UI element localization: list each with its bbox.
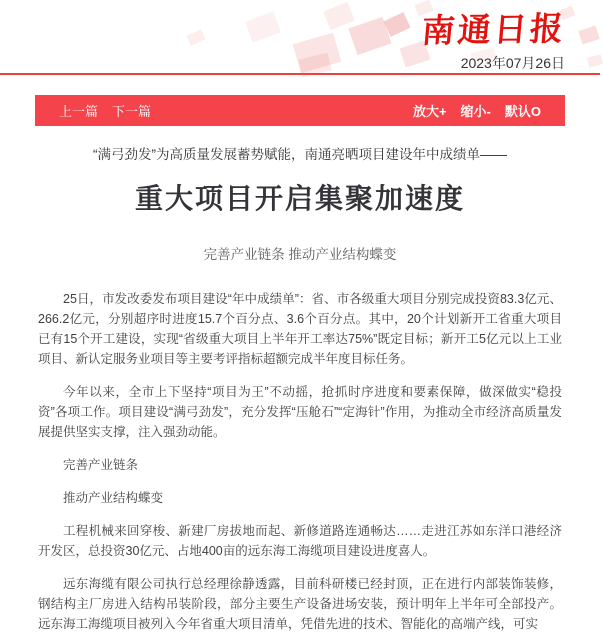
article-body [38,289,562,634]
masthead [0,0,600,75]
next-article-button[interactable]: 下一篇 [112,104,152,119]
banner-decoration [186,29,205,46]
banner-decoration [245,12,281,43]
article-title: 重大项目开启集聚加速度 [134,183,465,214]
paragraph: 今年以来，全市上下坚持“项目为王”不动摇，抢抓时序进度和要素保障，做深做实“稳投资”各项工作。项目建设“满弓劲发”，充分发挥“压舱石”“定海针”作用，为推动全市经济高质量发展提供坚实支撑，注入强劲动能。 [38,385,562,439]
font-zoom-in-button[interactable]: 放大+ [412,104,447,119]
paragraph: 25日，市发改委发布项目建设“年中成绩单”：省、市各级重大项目分别完成投资83.3亿元、266.2亿元，分别超序时进度15.7个百分点、3.6个百分点。其中，20个计划新开工省重大项目已有15个开工建设，实现“省级重大项目上半年开工率达75%”既定目标；新开工5亿元以上工业项目、新认定服务业项目等主要考评指标超额完成半年度目标任务。 [38,292,562,366]
article-deck: 完善产业链条 推动产业结构蝶变 [203,247,397,262]
issue-date: 2023年07月26日 [460,55,565,71]
section-subhead: 推动产业结构蝶变 [63,491,164,505]
banner-decoration [323,2,355,30]
section-subhead: 完善产业链条 [63,458,139,472]
paragraph: 远东海缆有限公司执行总经理徐静透露，目前科研楼已经封顶，正在进行内部装饰装修，钢结构主厂房进入结构吊装阶段，部分主要生产设备进场安装，预计明年上半年可全部投产。远东海工海缆项目被列入今年省重大项目清单，凭借先进的技术、智能化的高端产线，可实 [38,577,562,631]
prev-article-button[interactable]: 上一篇 [59,104,99,119]
paragraph: 工程机械来回穿梭、新建厂房拔地而起、新修道路连通畅达……走进江苏如东洋口港经济开发区，总投资30亿元、占地400亩的远东海工海缆项目建设进度喜人。 [38,524,562,558]
font-zoom-reset-button[interactable]: 默认O [504,104,541,119]
font-zoom-out-button[interactable]: 缩小- [460,104,491,119]
newspaper-logo[interactable]: 南通日报 [419,8,568,51]
article-kicker: “满弓劲发”为高质量发展蓄势赋能，南通亮晒项目建设年中成绩单—— [93,147,507,162]
banner-decoration [587,54,603,67]
article [0,143,600,634]
article-toolbar [35,95,565,126]
banner-decoration [578,26,599,45]
